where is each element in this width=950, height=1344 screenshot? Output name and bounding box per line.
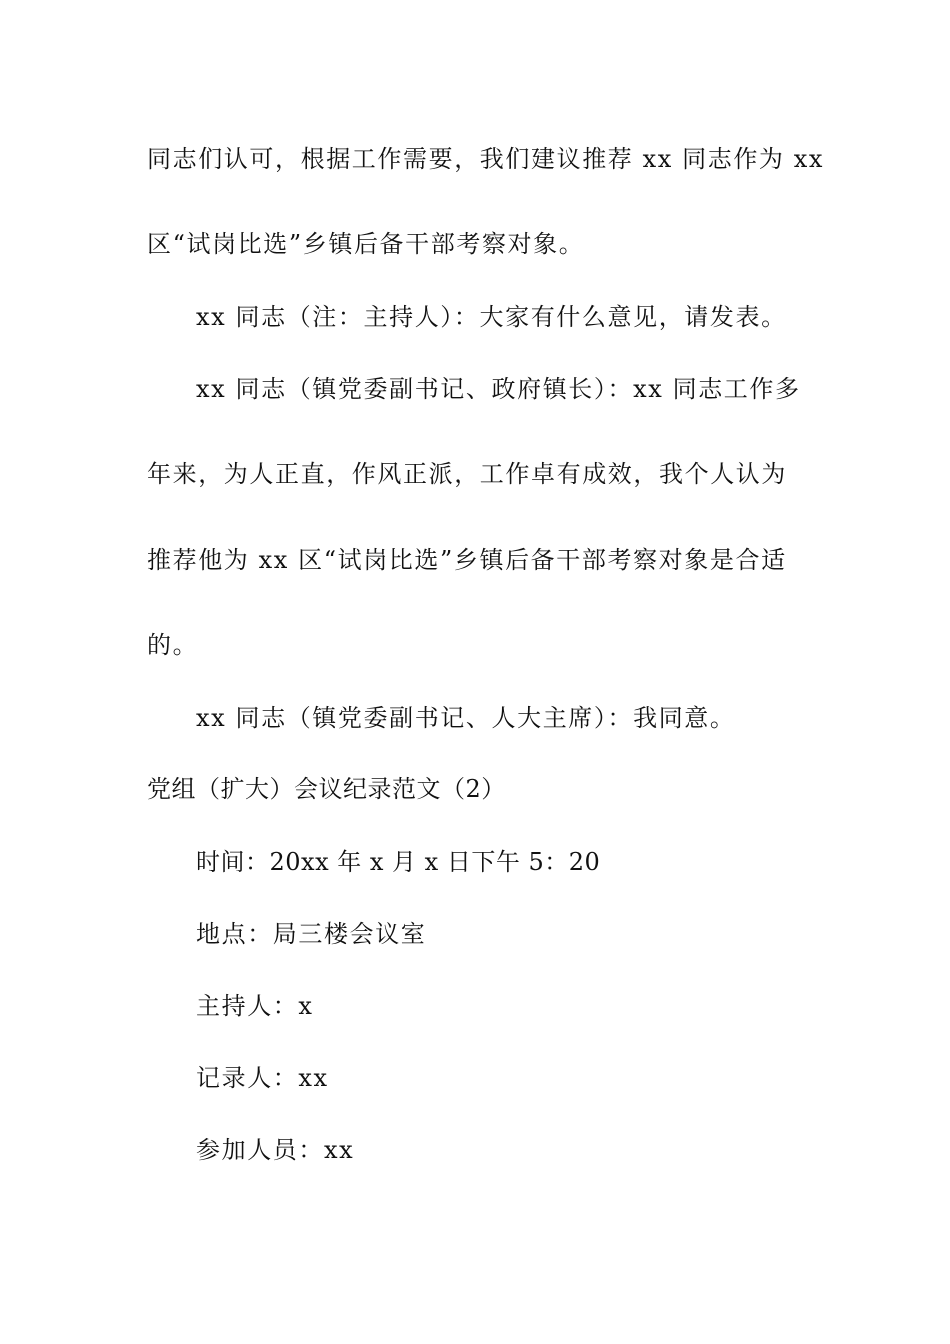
paragraph-line-1: 同志们认可，根据工作需要，我们建议推荐 xx 同志作为 xx: [147, 145, 825, 173]
meeting-time: 时间：20xx 年 x 月 x 日下午 5：20: [196, 848, 601, 876]
paragraph-line-2: 区“试岗比选”乡镇后备干部考察对象。: [147, 230, 585, 258]
section-heading: 党组（扩大）会议纪录范文（2）: [147, 775, 506, 803]
paragraph-host-line: xx 同志（注：主持人）：大家有什么意见，请发表。: [196, 303, 787, 331]
paragraph-mayor-line-4: 的。: [147, 631, 199, 659]
meeting-location: 地点：局三楼会议室: [196, 920, 427, 948]
paragraph-mayor-line-3: 推荐他为 xx 区“试岗比选”乡镇后备干部考察对象是合适: [147, 546, 787, 574]
meeting-host: 主持人：x: [196, 992, 314, 1020]
paragraph-chair-line: xx 同志（镇党委副书记、人大主席）：我同意。: [196, 704, 736, 732]
paragraph-mayor-line-2: 年来，为人正直，作风正派，工作卓有成效，我个人认为: [147, 460, 787, 488]
meeting-recorder: 记录人：xx: [196, 1064, 329, 1092]
paragraph-mayor-line-1: xx 同志（镇党委副书记、政府镇长）：xx 同志工作多: [196, 375, 801, 403]
meeting-attendees: 参加人员：xx: [196, 1136, 355, 1164]
